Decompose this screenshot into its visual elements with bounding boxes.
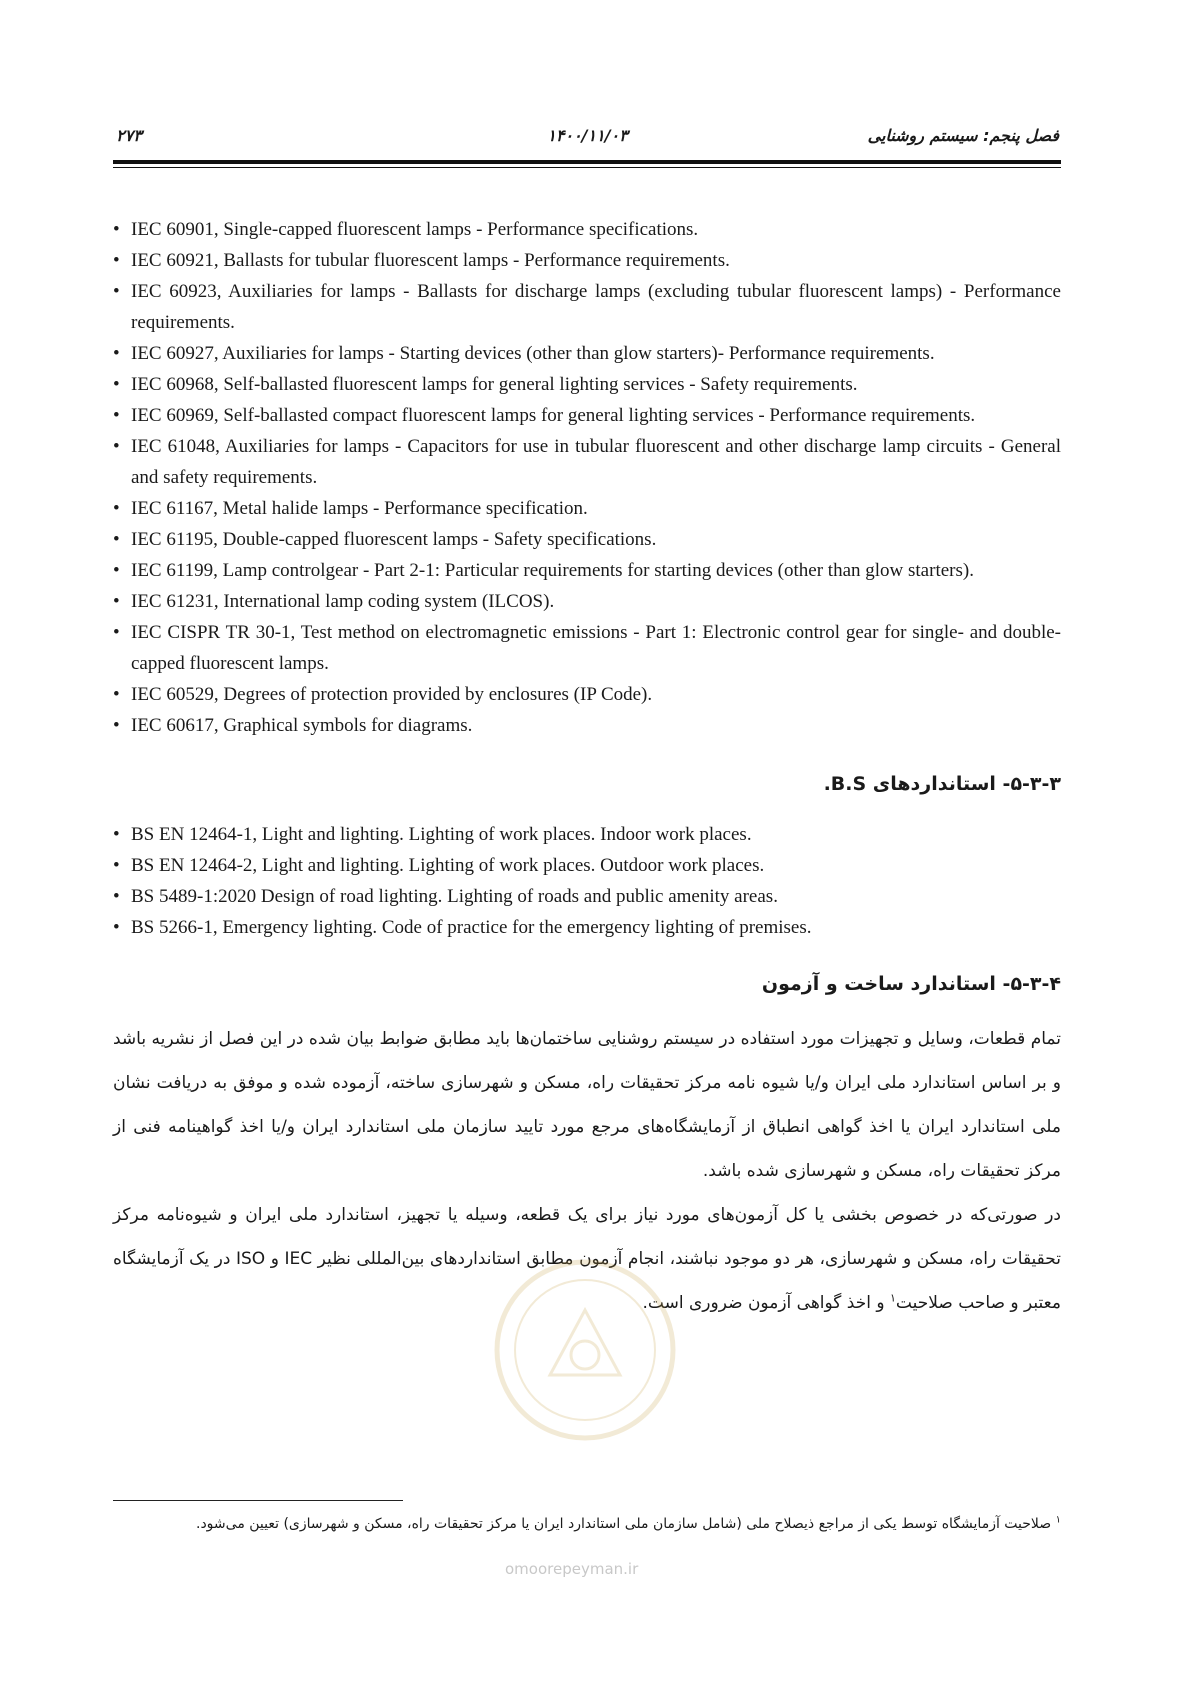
- bs-standards-list: [113, 819, 1061, 943]
- list-item: • IEC 61167, Metal halide lamps - Performance specification.: [113, 493, 1061, 524]
- list-item: • IEC 60969, Self-ballasted compact fluorescent lamps for general lighting services - Performance requirements.: [113, 400, 1061, 431]
- bullet-icon: •: [113, 886, 120, 907]
- list-item: • IEC 60617, Graphical symbols for diagrams.: [113, 710, 1061, 741]
- chapter-title: فصل پنجم: سیستم روشنایی: [867, 126, 1059, 145]
- bullet-icon: •: [113, 715, 120, 736]
- list-item: • IEC 60968, Self-ballasted fluorescent lamps for general lighting services - Safety requirements.: [113, 369, 1061, 400]
- bullet-icon: •: [113, 824, 120, 845]
- list-item: • IEC 60901, Single-capped fluorescent lamps - Performance specifications.: [113, 214, 1061, 245]
- bullet-icon: •: [113, 855, 120, 876]
- list-item: • IEC 60927, Auxiliaries for lamps - Starting devices (other than glow starters)- Performance requirements.: [113, 338, 1061, 369]
- watermark-seal-icon: [490, 1255, 680, 1445]
- page-content: [113, 214, 1061, 1325]
- list-item: • IEC 61195, Double-capped fluorescent lamps - Safety specifications.: [113, 524, 1061, 555]
- list-item: • IEC 60529, Degrees of protection provided by enclosures (IP Code).: [113, 679, 1061, 710]
- header-date: ۱۴۰۰/۱۱/۰۳: [547, 126, 628, 145]
- bullet-icon: •: [113, 343, 120, 364]
- header-rule-thick: [113, 160, 1061, 164]
- watermark-url: omoorepeyman.ir: [505, 1560, 639, 1578]
- bullet-icon: •: [113, 591, 120, 612]
- footnote-marker: ۱: [1055, 1514, 1061, 1526]
- footnote-reference[interactable]: ۱: [889, 1291, 896, 1305]
- bullet-icon: •: [113, 405, 120, 426]
- bullet-icon: •: [113, 374, 120, 395]
- list-item: • BS EN 12464-1, Light and lighting. Lighting of work places. Indoor work places.: [113, 819, 1061, 850]
- bullet-icon: •: [113, 560, 120, 581]
- bullet-icon: •: [113, 917, 120, 938]
- iec-standards-list: [113, 214, 1061, 741]
- bullet-icon: •: [113, 219, 120, 240]
- page-number: ۲۷۳: [116, 126, 142, 145]
- list-item: • IEC 61231, International lamp coding system (ILCOS).: [113, 586, 1061, 617]
- list-item: • IEC CISPR TR 30-1, Test method on electromagnetic emissions - Part 1: Electronic control gear for single- and double-capped fluorescent lamps.: [113, 617, 1061, 679]
- bullet-icon: •: [113, 250, 120, 271]
- paragraph-international-tests: در صورتی‌که در خصوص بخشی یا کل آزمون‌های مورد نیاز برای یک قطعه، وسیله یا تجهیز، استاندارد ملی ایران و شیوه‌نامه مرکز تحقیقات راه، مسکن و شهرسازی، هر دو موجود نباشند، انجام آزمون مطابق استانداردهای بین‌المللی نظیر IEC و ISO در یک آزمایشگاه معتبر و صاحب صلاحیت$^۱$ و اخذ گواهی آزمون ضروری است.: [113, 1205, 1061, 1313]
- list-item: • IEC 61048, Auxiliaries for lamps - Capacitors for use in tubular fluorescent and other discharge lamp circuits - General and safety requirements.: [113, 431, 1061, 493]
- list-item: • BS 5266-1, Emergency lighting. Code of practice for the emergency lighting of premises.: [113, 912, 1061, 943]
- bullet-icon: •: [113, 622, 120, 643]
- bullet-icon: •: [113, 498, 120, 519]
- section-heading-build-test: ۵-۳-۴- استاندارد ساخت و آزمون: [761, 973, 1061, 995]
- footnote: $^۱$ صلاحیت آزمایشگاه توسط یکی از مراجع ذیصلاح ملی (شامل سازمان ملی استاندارد ایران یا مرکز تحقیقات راه، مسکن و شهرسازی) تعیین می‌شود.: [196, 1514, 1061, 1532]
- bullet-icon: •: [113, 684, 120, 705]
- bullet-icon: •: [113, 529, 120, 550]
- footnote-separator: [113, 1500, 403, 1501]
- list-item: • IEC 61199, Lamp controlgear - Part 2-1: Particular requirements for starting devices (other than glow starters).: [113, 555, 1061, 586]
- list-item: • IEC 60923, Auxiliaries for lamps - Ballasts for discharge lamps (excluding tubular fluorescent lamps) - Performance requirements.: [113, 276, 1061, 338]
- list-item: • BS 5489-1:2020 Design of road lighting. Lighting of roads and public amenity areas.: [113, 881, 1061, 912]
- section-heading-bs: ۵-۳-۳- استانداردهای B.S.: [823, 773, 1061, 795]
- header-rule-thin: [113, 167, 1061, 168]
- paragraph-compliance: تمام قطعات، وسایل و تجهیزات مورد استفاده در سیستم روشنایی ساختمان‌ها باید مطابق ضوابط بیان شده در این فصل از نشریه باشد و بر اساس استاندارد ملی ایران و/یا شیوه نامه مرکز تحقیقات راه، مسکن و شهرسازی ساخته، آزموده شده و موفق به دریافت نشان ملی استاندارد ایران یا اخذ گواهی انطباق از آزمایشگاه‌های مرجع مورد تایید سازمان ملی استاندارد ایران و/یا اخذ گواهینامه فنی از مرکز تحقیقات راه، مسکن و شهرسازی شده باشد.: [113, 1029, 1061, 1181]
- bullet-icon: •: [113, 281, 120, 302]
- list-item: • IEC 60921, Ballasts for tubular fluorescent lamps - Performance requirements.: [113, 245, 1061, 276]
- list-item: • BS EN 12464-2, Light and lighting. Lighting of work places. Outdoor work places.: [113, 850, 1061, 881]
- bullet-icon: •: [113, 436, 120, 457]
- page-header: [116, 122, 1059, 148]
